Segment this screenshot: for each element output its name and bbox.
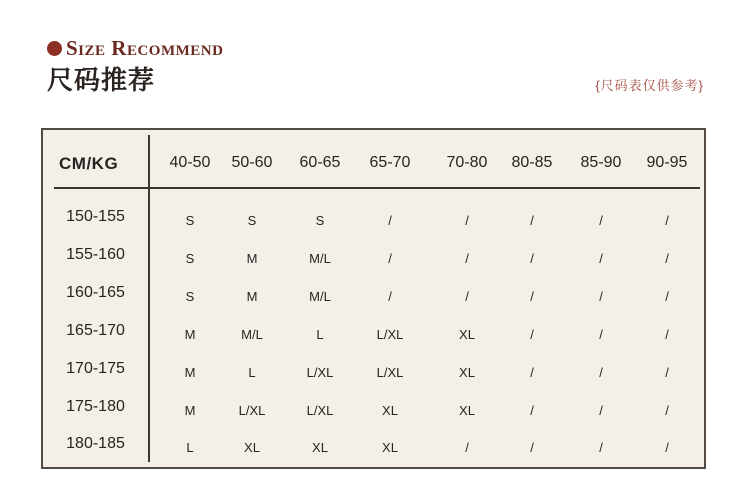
vertical-divider [148,135,150,462]
size-cell: / [530,327,534,342]
size-cell: XL [459,365,475,380]
size-cell: S [185,213,195,228]
size-cell: / [665,327,669,342]
size-cell: / [599,289,603,304]
column-header: 85-90 [580,154,622,171]
size-cell: / [599,365,603,380]
size-cell: / [599,440,603,455]
size-cell: L/XL [238,403,266,418]
size-cell: L/XL [306,365,334,380]
size-cell: L/XL [306,403,334,418]
size-cell: M [246,289,258,304]
title-english: Size Recommend [66,36,224,60]
row-header: 165-170 [66,322,125,339]
size-cell: M [184,403,196,418]
row-header: 175-180 [66,398,125,415]
size-cell: / [665,365,669,380]
size-cell: / [599,213,603,228]
size-cell: M/L [241,327,263,342]
size-cell: M [246,251,258,266]
size-cell: / [388,289,392,304]
size-cell: / [530,251,534,266]
size-cell: S [185,289,195,304]
corner-label: CM/KG [59,154,119,173]
size-cell: XL [244,440,260,455]
row-header: 160-165 [66,284,125,301]
size-cell: M [184,327,196,342]
column-header: 90-95 [646,154,688,171]
column-header: 60-65 [299,154,341,171]
size-cell: / [665,289,669,304]
size-cell: / [465,289,469,304]
size-cell: M/L [309,289,331,304]
size-cell: L [186,440,194,455]
size-cell: XL [459,327,475,342]
size-cell: / [530,289,534,304]
size-cell: / [530,365,534,380]
size-cell: / [599,251,603,266]
size-chart-table [41,128,706,469]
size-cell: / [388,251,392,266]
size-cell: S [315,213,325,228]
size-cell: / [530,403,534,418]
title-row [47,36,223,61]
size-cell: / [465,440,469,455]
size-cell: M/L [309,251,331,266]
size-cell: / [530,440,534,455]
size-cell: / [530,213,534,228]
size-cell: L/XL [376,365,404,380]
size-cell: L [248,365,256,380]
size-cell: / [388,213,392,228]
column-header: 65-70 [369,154,411,171]
size-cell: / [599,403,603,418]
row-header: 170-175 [66,360,125,377]
size-cell: / [599,327,603,342]
bullet-dot-icon [47,41,62,56]
row-header: 155-160 [66,246,125,263]
row-header: 180-185 [66,435,125,452]
size-cell: / [665,440,669,455]
size-cell: M [184,365,196,380]
size-cell: S [185,251,195,266]
size-cell: L [316,327,324,342]
column-header: 80-85 [511,154,553,171]
size-cell: L/XL [376,327,404,342]
size-cell: / [465,213,469,228]
column-header: 40-50 [169,154,211,171]
horizontal-divider [54,187,700,189]
size-cell: XL [382,440,398,455]
row-header: 150-155 [66,208,125,225]
column-header: 50-60 [231,154,273,171]
title-chinese: 尺码推荐 [47,65,156,95]
size-cell: / [665,213,669,228]
size-cell: / [665,251,669,266]
column-header: 70-80 [446,154,488,171]
size-cell: / [465,251,469,266]
size-cell: XL [382,403,398,418]
size-cell: XL [459,403,475,418]
size-cell: S [247,213,257,228]
size-cell: XL [312,440,328,455]
size-cell: / [665,403,669,418]
disclaimer-note: {尺码表仅供参考} [595,78,704,93]
